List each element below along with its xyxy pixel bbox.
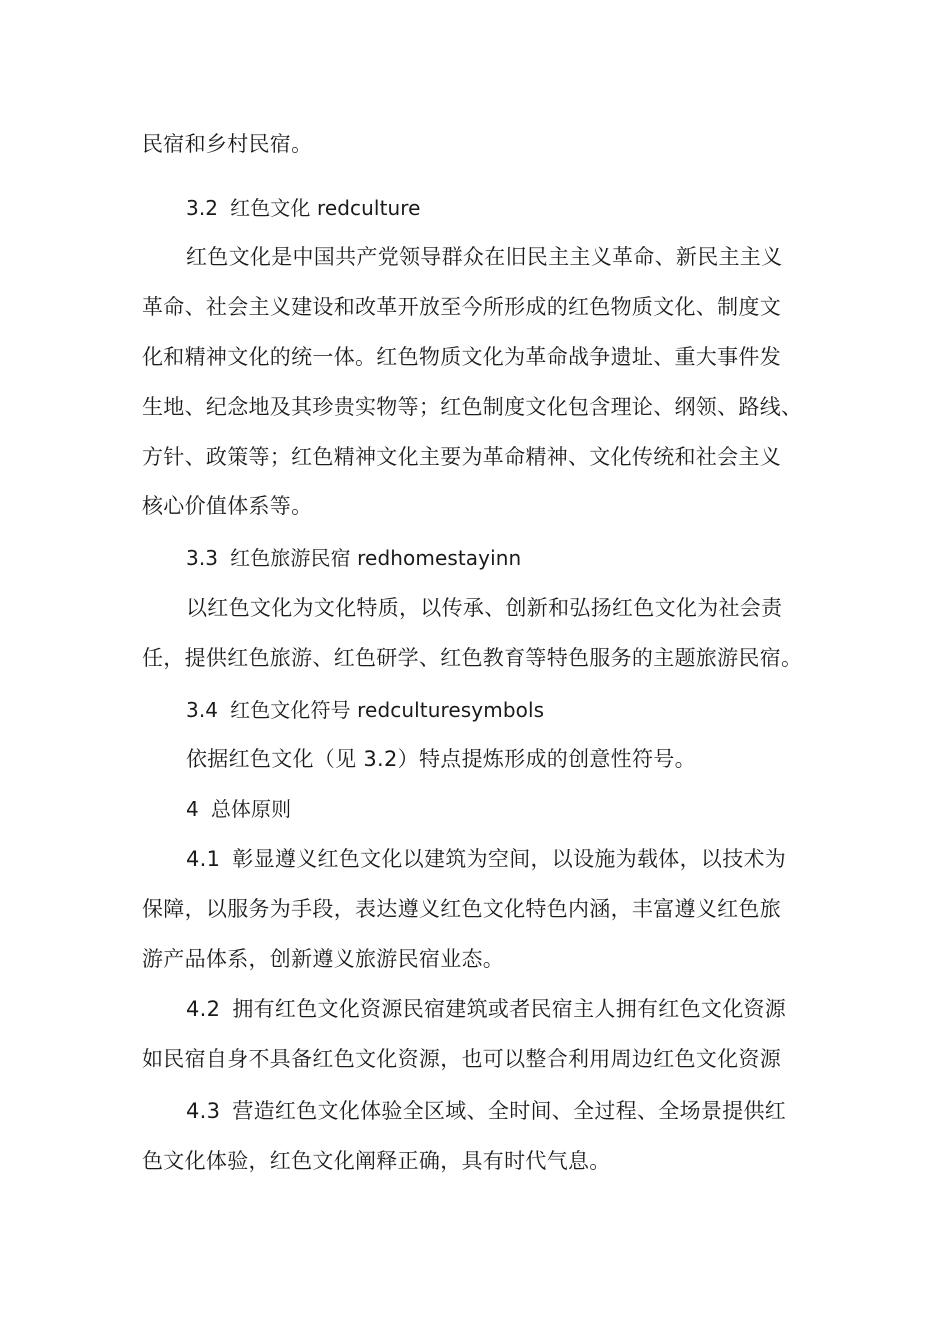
paragraph-line-4-3 [186, 1096, 842, 1126]
paragraph-line: 生地、纪念地及其珍贵实物等；红色制度文化包含理论、纲领、路线、 [142, 395, 803, 419]
section-heading-3-2 [186, 193, 842, 223]
section-number: 3.3 [186, 546, 219, 570]
section-number: 4.2 [186, 997, 221, 1021]
paragraph-line-4-1 [186, 844, 842, 874]
section-number: 3.2 [186, 196, 219, 220]
paragraph-line: 如民宿自身不具备红色文化资源，也可以整合利用周边红色文化资源 [142, 1047, 781, 1071]
paragraph-line: 核心价值体系等。 [142, 494, 313, 518]
section-title: 红色文化符号 redculturesymbols [230, 698, 545, 722]
paragraph-line: 化和精神文化的统一体。红色物质文化为革命战争遗址、重大事件发 [142, 345, 781, 369]
paragraph-line: 革命、社会主义建设和改革开放至今所形成的红色物质文化、制度文 [142, 295, 781, 319]
section-number: 4.1 [186, 847, 221, 871]
paragraph-line: 以红色文化为文化特质，以传承、创新和弘扬红色文化为社会责 [186, 596, 783, 620]
section-number: 3.4 [186, 698, 219, 722]
paragraph-line: 保障，以服务为手段，表达遵义红色文化特色内涵，丰富遵义红色旅 [142, 897, 781, 921]
paragraph-text: 彰显遵义红色文化以建筑为空间，以设施为载体，以技术为 [232, 847, 787, 871]
paragraph-line: 游产品体系，创新遵义旅游民宿业态。 [142, 947, 505, 971]
section-heading-4 [186, 794, 842, 824]
paragraph-line: 方针、政策等；红色精神文化主要为革命精神、文化传统和社会主义 [142, 445, 781, 469]
paragraph-line: 红色文化是中国共产党领导群众在旧民主主义革命、新民主主义 [186, 245, 783, 269]
section-heading-3-4 [186, 695, 842, 725]
section-number: 4 [186, 797, 199, 821]
paragraph-line: 民宿和乡村民宿。 [142, 132, 313, 156]
section-title: 红色文化 redculture [230, 196, 421, 220]
paragraph-line: 色文化体验，红色文化阐释正确，具有时代气息。 [142, 1149, 611, 1173]
section-heading-3-3 [186, 543, 842, 573]
paragraph-line-4-2 [186, 994, 842, 1024]
paragraph-text: 营造红色文化体验全区域、全时间、全过程、全场景提供红 [232, 1099, 787, 1123]
paragraph-text: 拥有红色文化资源民宿建筑或者民宿主人拥有红色文化资源 [232, 997, 787, 1021]
paragraph-line: 任，提供红色旅游、红色研学、红色教育等特色服务的主题旅游民宿。 [142, 646, 803, 670]
paragraph-line: 依据红色文化（见 3.2）特点提炼形成的创意性符号。 [186, 747, 696, 771]
section-number: 4.3 [186, 1099, 221, 1123]
section-title: 总体原则 [210, 797, 292, 821]
section-title: 红色旅游民宿 redhomestayinn [230, 546, 522, 570]
